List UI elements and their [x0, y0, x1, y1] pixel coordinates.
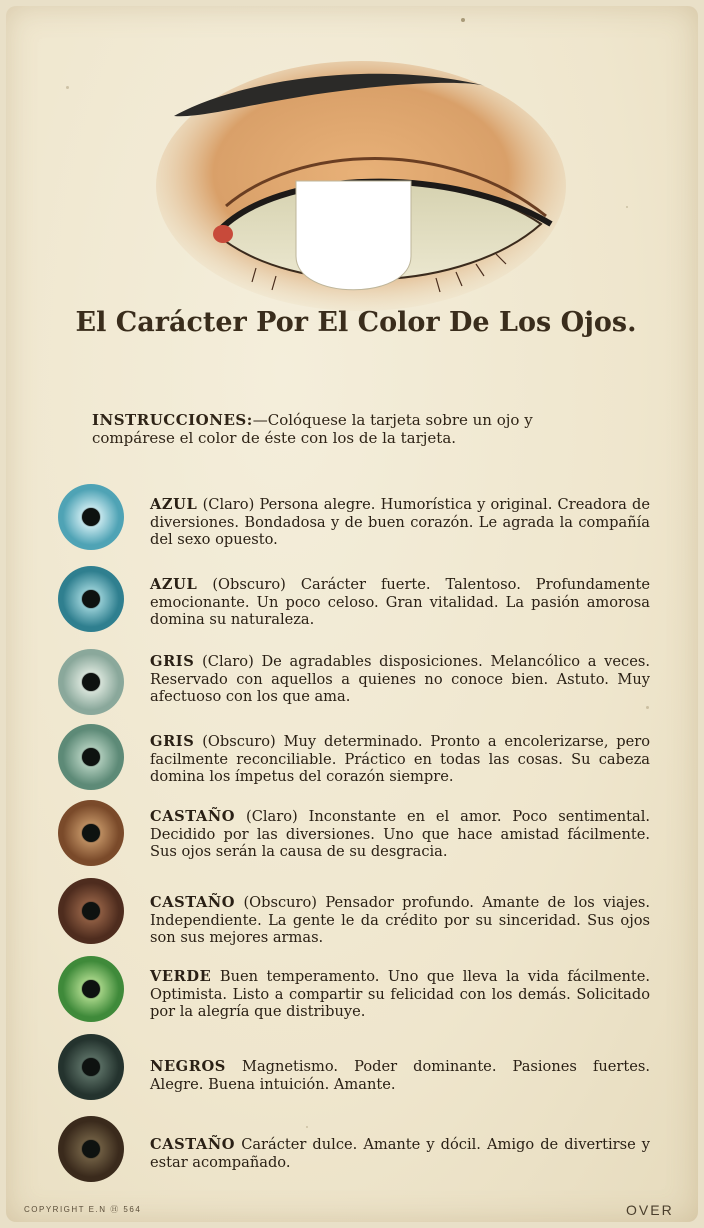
eye-drawing	[156, 56, 566, 316]
entry-text: Inconstante en el amor. Poco sentimental. Decidido por las diversiones. Uno que hace amistad fácilmente. Sus ojos serán la causa de su desgracia.	[150, 808, 651, 860]
over-label: OVER	[626, 1202, 674, 1218]
entry-name: AZUL	[150, 576, 198, 593]
pupil	[82, 980, 100, 998]
entry-text: Muy determinado. Pronto a encolerizarse, pero facilmente reconciliable. Práctico en todas las cosas. Su cabeza domina los ímpetus del corazón siempre.	[150, 733, 651, 785]
entry-name: CASTAÑO	[150, 1136, 236, 1153]
entry-qualifier: (Obscuro)	[202, 733, 276, 750]
entry-description	[150, 496, 650, 549]
entry-name: CASTAÑO	[150, 894, 236, 911]
entry-name: GRIS	[150, 733, 195, 750]
iris-swatch	[58, 1034, 124, 1100]
paper-speck	[461, 18, 465, 22]
pupil	[82, 1058, 100, 1076]
entry-description	[150, 808, 650, 861]
entry-text: Carácter dulce. Amante y dócil. Amigo de divertirse y estar acompañado.	[150, 1136, 651, 1171]
entry-description	[150, 968, 650, 1021]
entry-description	[150, 576, 650, 629]
pupil	[82, 508, 100, 526]
entry-qualifier: (Claro)	[202, 496, 255, 513]
entry-description	[150, 1058, 650, 1093]
entry-name: AZUL	[150, 496, 198, 513]
entry-text: Persona alegre. Humorística y original. Creadora de diversiones. Bondadosa y de buen corazón. Le agrada la compañía del sexo opuesto.	[150, 496, 651, 548]
pupil	[82, 748, 100, 766]
iris-swatch	[58, 1116, 124, 1182]
eye-illustration	[156, 56, 566, 316]
paper-speck	[646, 706, 649, 709]
paper-speck	[626, 206, 628, 208]
iris-swatch	[58, 566, 124, 632]
pupil	[82, 824, 100, 842]
iris-swatch	[58, 649, 124, 715]
iris-swatch	[58, 724, 124, 790]
entry-name: CASTAÑO	[150, 808, 236, 825]
iris-swatch	[58, 484, 124, 550]
pupil	[82, 673, 100, 691]
entry-text: De agradables disposiciones. Melancólico a veces. Reservado con aquellos a quienes no conoce bien. Astuto. Muy afectuoso con los que ama.	[150, 653, 650, 705]
instructions	[92, 411, 612, 447]
pupil	[82, 590, 100, 608]
entry-description	[150, 894, 650, 947]
entry-name: VERDE	[150, 968, 212, 985]
iris-swatch	[58, 956, 124, 1022]
entry-qualifier: (Obscuro)	[212, 576, 286, 593]
entry-description	[150, 1136, 650, 1171]
entry-qualifier: (Claro)	[202, 653, 254, 670]
entry-text: Pensador profundo. Amante de los viajes. Independiente. La gente le da crédito por su sinceridad. Sus ojos son sus mejores armas.	[150, 894, 651, 946]
pupil	[82, 902, 100, 920]
entry-text: Buen temperamento. Uno que lleva la vida fácilmente. Optimista. Listo a compartir su felicidad con los demás. Solicitado por la alegría que distribuye.	[150, 968, 650, 1020]
entry-description	[150, 733, 650, 786]
entry-text: Carácter fuerte. Talentoso. Profundamente emocionante. Un poco celoso. Gran vitalidad. La pasión amorosa domina su naturaleza.	[150, 576, 650, 628]
entry-qualifier: (Obscuro)	[243, 894, 317, 911]
pupil	[82, 1140, 100, 1158]
instructions-text: —Colóquese la tarjeta sobre un ojo y compárese el color de éste con los de la tarjeta.	[92, 411, 533, 447]
iris-swatch	[58, 878, 124, 944]
entry-name: GRIS	[150, 653, 195, 670]
peephole-cutout	[296, 181, 411, 290]
entry-name: NEGROS	[150, 1058, 226, 1075]
instructions-lead: INSTRUCCIONES:	[92, 411, 253, 429]
tear-duct	[213, 225, 233, 243]
iris-swatch	[58, 800, 124, 866]
paper-speck	[306, 1126, 308, 1128]
paper-speck	[66, 86, 69, 89]
card-title: El Carácter Por El Color De Los Ojos.	[75, 307, 637, 338]
entry-qualifier: (Claro)	[246, 808, 298, 825]
entry-text: Magnetismo. Poder dominante. Pasiones fuertes. Alegre. Buena intuición. Amante.	[150, 1058, 650, 1093]
entry-description	[150, 653, 650, 706]
copyright-notice: COPYRIGHT E.N Ⓗ 564	[24, 1205, 142, 1214]
eye-color-card	[6, 6, 698, 1222]
